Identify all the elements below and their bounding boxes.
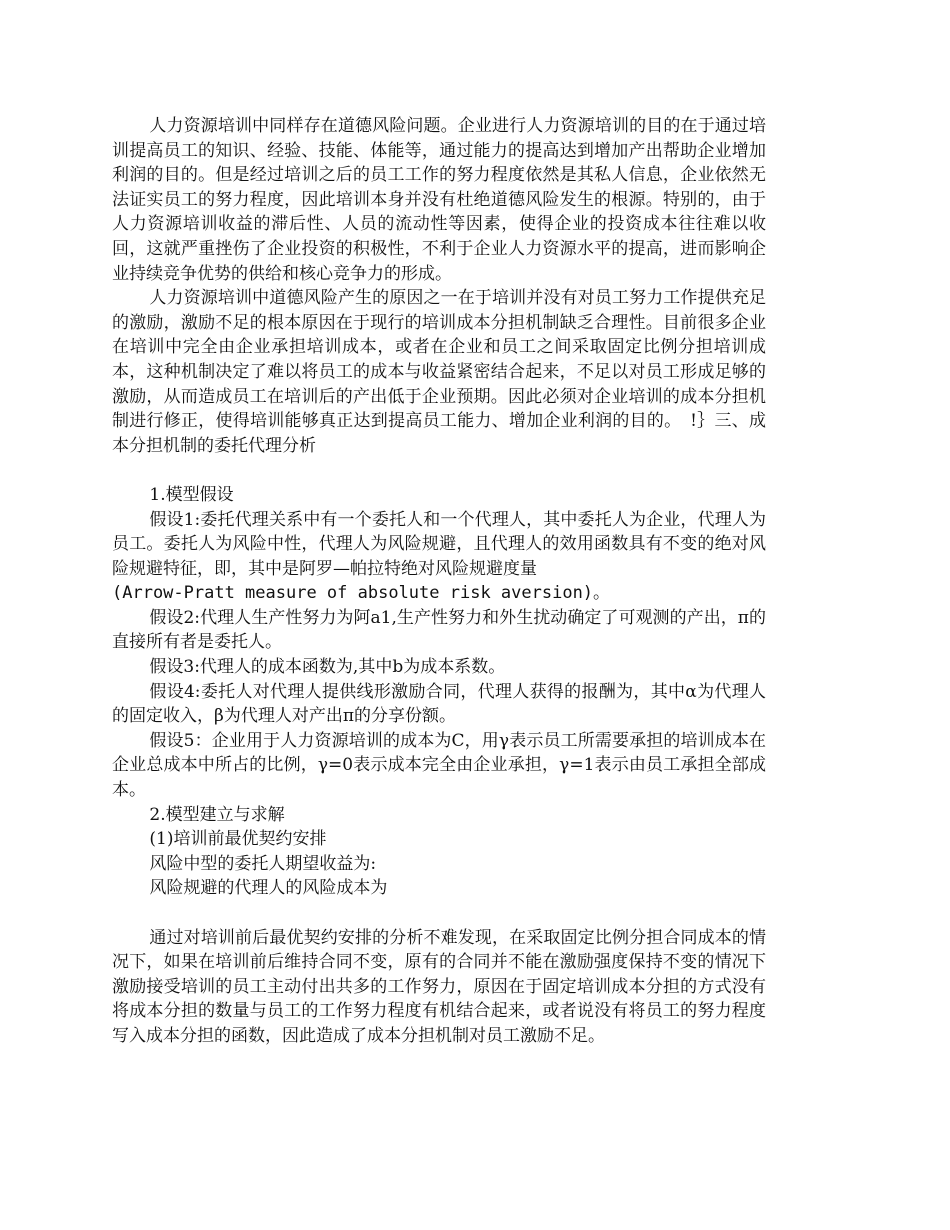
principal-expected-return: 风险中型的委托人期望收益为: <box>149 853 377 874</box>
subheading-pre-training-contract: (1)培训前最优契约安排 <box>149 829 327 850</box>
document-page <box>112 114 766 1049</box>
blank-line <box>112 901 766 926</box>
blank-line <box>112 458 766 483</box>
assumption-1: 假设1:委托代理关系中有一个委托人和一个代理人，其中委托人为企业，代理人为员工。委托人为风险中性，代理人为风险规避，且代理人的效用函数具有不变的绝对风险规避特征，即，其中是阿罗—帕拉特绝对风险规避度量 <box>112 509 766 579</box>
paragraph-incentive: 人力资源培训中道德风险产生的原因之一在于培训并没有对员工努力工作提供充足的激励，激励不足的根本原因在于现行的培训成本分担机制缺乏合理性。目前很多企业在培训中完全由企业承担培训成本，或者在企业和员工之间采取固定比例分担培训成本，这种机制决定了难以将员工的成本与收益紧密结合起来，不足以对员工形成足够的激励，从而造成员工在培训后的产出低于企业预期。因此必须对企业培训的成本分担机制进行修正，使得培训能够真正达到提高员工能力、增加企业利润的目的。 !｝三、成本分担机制的委托代理分析 <box>112 288 766 456</box>
paragraph-moral-risk: 人力资源培训中同样存在道德风险问题。企业进行人力资源培训的目的在于通过培训提高员工的知识、经验、技能、体能等，通过能力的提高达到增加产出帮助企业增加利润的目的。但是经过培训之后的员工工作的努力程度依然是其私人信息，企业依然无法证实员工的努力程度，因此培训本身并没有杜绝道德风险发生的根源。特别的，由于人力资源培训收益的滞后性、人员的流动性等因素，使得企业的投资成本往往难以收回，这就严重挫伤了企业投资的积极性，不利于企业人力资源水平的提高，进而影响企业持续竞争优势的供给和核心竞争力的形成。 <box>112 116 766 284</box>
assumption-3: 假设3:代理人的成本函数为,其中b为成本系数。 <box>149 657 506 678</box>
agent-risk-cost: 风险规避的代理人的风险成本为 <box>149 878 388 899</box>
heading-model-assumptions: 1.模型假设 <box>149 484 234 505</box>
assumption-2: 假设2:代理人生产性努力为阿a1,生产性努力和外生扰动确定了可观测的产出，π的直接所有者是委托人。 <box>112 607 766 653</box>
paragraph-conclusion: 通过对培训前后最优契约安排的分析不难发现，在采取固定比例分担合同成本的情况下，如果在培训前后维持合同不变，原有的合同并不能在激励强度保持不变的情况下激励接受培训的员工主动付出共多的工作努力，原因在于固定培训成本分担的方式没有将成本分担的数量与员工的工作努力程度有机结合起来，或者说没有将员工的努力程度写入成本分担的函数，因此造成了成本分担机制对员工激励不足。 <box>112 927 766 1046</box>
assumption-4: 假设4:委托人对代理人提供线形激励合同，代理人获得的报酬为，其中α为代理人的固定收入，β为代理人对产出π的分享份额。 <box>112 681 766 727</box>
assumption-1-english: (Arrow-Pratt measure of absolute risk aversion)。 <box>112 583 611 604</box>
heading-model-solution: 2.模型建立与求解 <box>149 804 285 825</box>
assumption-5: 假设5：企业用于人力资源培训的成本为C，用γ表示员工所需要承担的培训成本在企业总成本中所占的比例，γ=0表示成本完全由企业承担，γ=1表示由员工承担全部成本。 <box>112 730 766 801</box>
